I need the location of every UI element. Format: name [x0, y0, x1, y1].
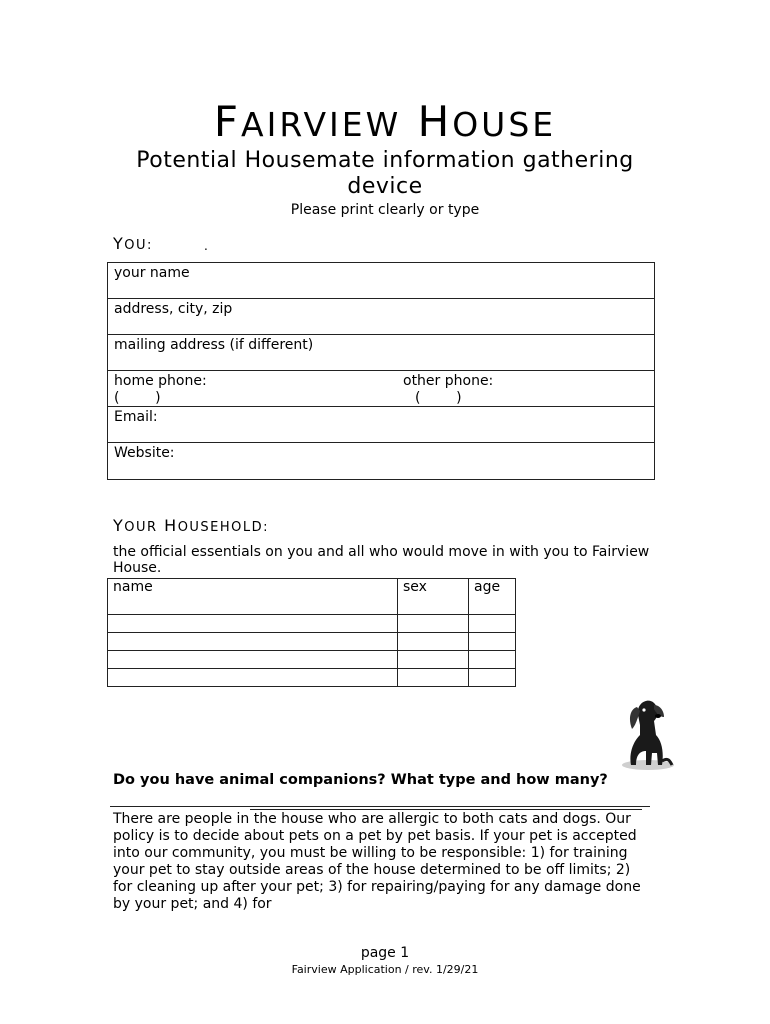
- sex-cell[interactable]: [398, 615, 469, 633]
- email-label: Email:: [114, 409, 158, 425]
- mailing-address-label: mailing address (if different): [114, 337, 314, 353]
- name-cell[interactable]: [108, 669, 398, 687]
- phone-field[interactable]: [108, 371, 654, 407]
- name-label: your name: [114, 265, 190, 281]
- heading-word: OUR: [124, 520, 158, 535]
- revision-footer: Fairview Application / rev. 1/29/21: [291, 963, 479, 976]
- table-header-row: [108, 579, 516, 615]
- household-table: [107, 578, 516, 687]
- page-number: page 1: [360, 945, 410, 961]
- heading-letter: Y: [113, 234, 125, 253]
- other-phone-area: ( ): [415, 390, 462, 406]
- column-header-age: age: [469, 579, 516, 615]
- sex-cell[interactable]: [398, 651, 469, 669]
- address-label: address, city, zip: [114, 301, 233, 317]
- dog-icon: [618, 695, 680, 773]
- title-letter: F: [213, 97, 242, 146]
- instructions: Please print clearly or type: [290, 202, 480, 218]
- heading-word: OUSEHOLD:: [177, 520, 270, 535]
- sex-cell[interactable]: [398, 669, 469, 687]
- column-header-name: name: [108, 579, 398, 615]
- you-heading: [113, 234, 153, 253]
- you-form: [107, 262, 655, 480]
- age-cell[interactable]: [469, 633, 516, 651]
- pets-answer-line[interactable]: [110, 806, 650, 807]
- name-cell[interactable]: [108, 615, 398, 633]
- pet-policy-text: There are people in the house who are allergic to both cats and dogs. Our policy is to decide about pets on a pet by pet basis. If your pet is accepted into our community, you must be willing to be responsible: 1) for training your pet to stay outside areas of the house determined to be off limits; 2) for cleaning up after your pet; 3) for repairing/paying for any damage done by your pet; and 4) for: [113, 811, 641, 912]
- title-word: OUSE: [452, 105, 557, 144]
- home-phone-area: ( ): [114, 390, 161, 406]
- household-heading: [113, 516, 269, 535]
- home-phone-label: home phone:: [114, 373, 207, 389]
- heading-letter: H: [164, 516, 178, 535]
- page-title: [0, 96, 770, 151]
- table-row[interactable]: [108, 633, 516, 651]
- age-cell[interactable]: [469, 651, 516, 669]
- home-phone[interactable]: [114, 373, 207, 407]
- title-word: AIRVIEW: [241, 105, 402, 144]
- age-cell[interactable]: [469, 669, 516, 687]
- table-row[interactable]: [108, 651, 516, 669]
- website-field[interactable]: [108, 443, 654, 479]
- name-field[interactable]: [108, 263, 654, 299]
- pets-question: Do you have animal companions? What type and how many?: [113, 772, 608, 788]
- other-phone-label: other phone:: [403, 373, 494, 389]
- you-mark: .: [204, 239, 208, 253]
- household-description: the official essentials on you and all who would move in with you to Fairview House.: [113, 544, 650, 576]
- page-subtitle: Potential Housemate information gathering device: [136, 148, 634, 199]
- other-phone[interactable]: [403, 373, 493, 407]
- name-cell[interactable]: [108, 633, 398, 651]
- heading-word: OU:: [124, 238, 153, 253]
- email-field[interactable]: [108, 407, 654, 443]
- mailing-address-field[interactable]: [108, 335, 654, 371]
- sex-cell[interactable]: [398, 633, 469, 651]
- name-cell[interactable]: [108, 651, 398, 669]
- table-row[interactable]: [108, 615, 516, 633]
- title-letter: H: [417, 97, 453, 146]
- pets-answer-line[interactable]: [250, 809, 642, 810]
- table-row[interactable]: [108, 669, 516, 687]
- column-header-sex: sex: [398, 579, 469, 615]
- age-cell[interactable]: [469, 615, 516, 633]
- heading-letter: Y: [113, 516, 125, 535]
- address-field[interactable]: [108, 299, 654, 335]
- website-label: Website:: [114, 445, 175, 461]
